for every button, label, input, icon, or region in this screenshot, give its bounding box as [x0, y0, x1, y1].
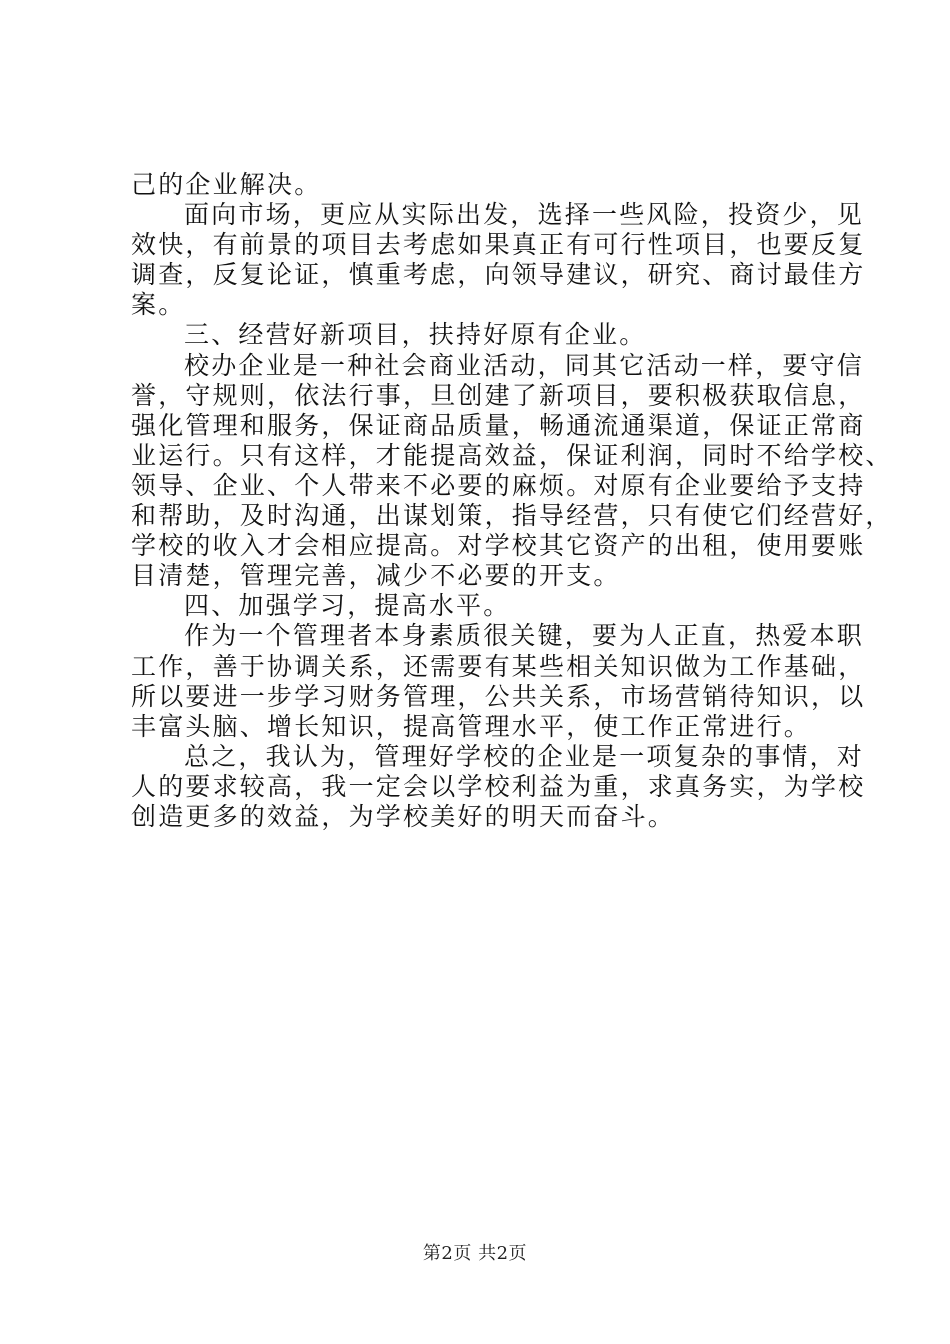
- text-line: 工作，善于协调关系，还需要有某些相关知识做为工作基础，: [131, 651, 866, 681]
- text-line: 丰富头脑、增长知识，提高管理水平，使工作正常进行。: [131, 711, 812, 741]
- text-line: 誉，守规则，依法行事，旦创建了新项目，要积极获取信息，: [131, 380, 866, 410]
- text-line: 人的要求较高，我一定会以学校利益为重，求真务实，为学校: [131, 771, 866, 801]
- text-line: 案。: [131, 290, 186, 320]
- section-heading: 四、加强学习，提高水平。: [184, 591, 511, 621]
- text-line: 和帮助，及时沟通，出谋划策，指导经营，只有使它们经营好，: [131, 501, 893, 531]
- text-line: 强化管理和服务，保证商品质量，畅通流通渠道，保证正常商: [131, 410, 866, 440]
- text-line: 目清楚，管理完善，减少不必要的开支。: [131, 561, 621, 591]
- text-line: 业运行。只有这样，才能提高效益，保证利润，同时不给学校、: [131, 440, 893, 470]
- text-line: 效快，有前景的项目去考虑如果真正有可行性项目，也要反复: [131, 230, 866, 260]
- text-line: 领导、企业、个人带来不必要的麻烦。对原有企业要给予支持: [131, 470, 866, 500]
- section-heading: 三、经营好新项目，扶持好原有企业。: [184, 320, 647, 350]
- text-line: 校办企业是一种社会商业活动，同其它活动一样，要守信: [184, 350, 865, 380]
- page-number-label: 第2页 共2页: [422, 1243, 528, 1264]
- text-line: 总之，我认为，管理好学校的企业是一项复杂的事情，对: [184, 741, 865, 771]
- text-line: 学校的收入才会相应提高。对学校其它资产的出租，使用要账: [131, 531, 866, 561]
- text-line: 己的企业解决。: [131, 170, 322, 199]
- text-line: 调查，反复论证，慎重考虑，向领导建议，研究、商讨最佳方: [131, 260, 866, 290]
- text-line: 面向市场，更应从实际出发，选择一些风险，投资少，见: [184, 200, 865, 230]
- text-line: 作为一个管理者本身素质很关键，要为人正直，热爱本职: [184, 621, 865, 651]
- page-footer: [0, 1242, 950, 1266]
- document-body: [131, 170, 893, 832]
- text-line: 所以要进一步学习财务管理，公共关系，市场营销待知识，以: [131, 681, 866, 711]
- text-line: 创造更多的效益，为学校美好的明天而奋斗。: [131, 801, 676, 831]
